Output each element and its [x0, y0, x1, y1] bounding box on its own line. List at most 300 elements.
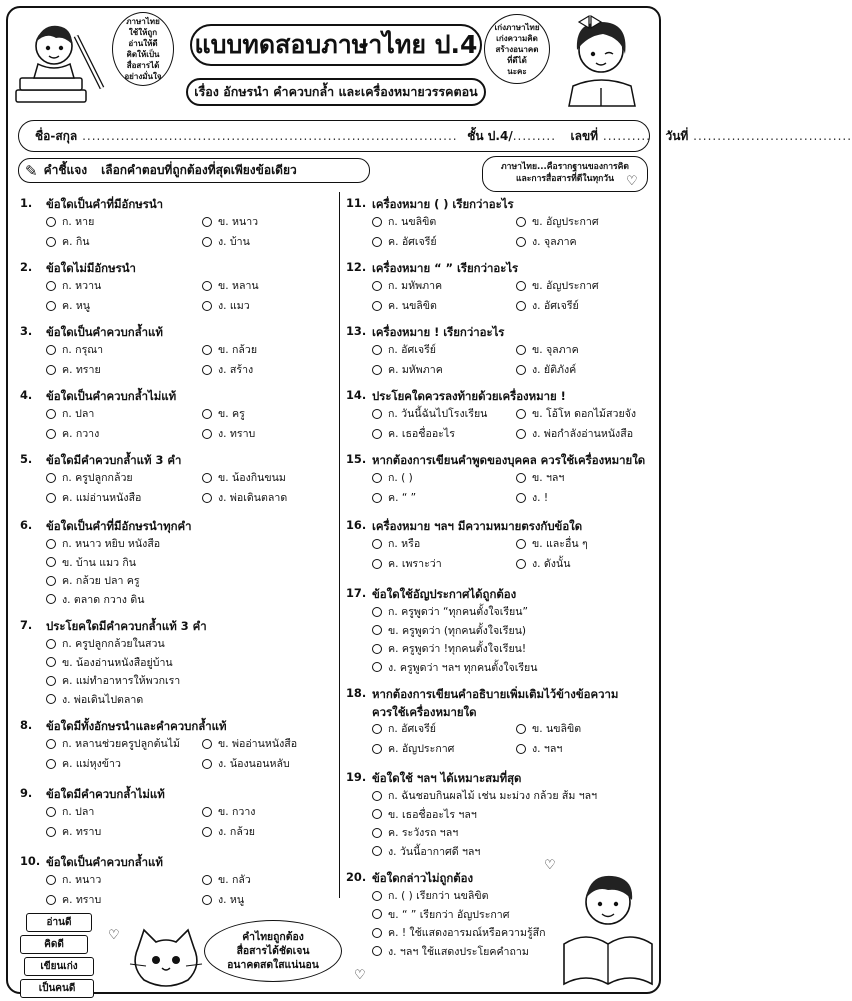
- option-label: ก. มหัพภาค: [388, 280, 443, 292]
- option-label: ข. น้องอ่านหนังสือยู่บ้าน: [62, 656, 173, 669]
- radio-circle-icon[interactable]: [46, 694, 56, 704]
- question-number: 1.: [20, 196, 33, 210]
- radio-circle-icon[interactable]: [46, 217, 56, 227]
- radio-circle-icon[interactable]: [372, 625, 382, 635]
- answer-option[interactable]: [372, 277, 442, 294]
- answer-option[interactable]: [202, 213, 258, 230]
- option-label: ข. กวาง: [218, 806, 256, 818]
- question-block: [20, 718, 338, 770]
- name-field[interactable]: ..............................................................................: [77, 129, 468, 143]
- radio-circle-icon[interactable]: [516, 217, 526, 227]
- answer-option[interactable]: [46, 891, 101, 908]
- question-block: [346, 324, 664, 376]
- answer-option[interactable]: [516, 297, 579, 314]
- question-text: หากต้องการเขียนคำพูดของบุคคล ควรใช้เครื่องหมายใด: [372, 453, 646, 467]
- number-label: เลขที่: [570, 128, 599, 143]
- answer-option[interactable]: [516, 213, 599, 230]
- option-label: ก. นขลิขิต: [388, 216, 437, 228]
- radio-circle-icon[interactable]: [372, 846, 382, 856]
- answer-option[interactable]: [202, 297, 250, 314]
- answer-option[interactable]: [46, 554, 136, 571]
- option-label: ง. พ่อเดินตลาด: [218, 492, 288, 504]
- option-label: ก. หาย: [62, 216, 95, 228]
- answer-option[interactable]: [202, 341, 257, 358]
- radio-circle-icon[interactable]: [46, 365, 56, 375]
- answer-option[interactable]: [46, 213, 94, 230]
- radio-circle-icon[interactable]: [202, 493, 212, 503]
- instructions-label: คำชี้แจง: [43, 163, 88, 177]
- radio-circle-icon[interactable]: [372, 301, 382, 311]
- radio-circle-icon[interactable]: [372, 809, 382, 819]
- answer-option[interactable]: [202, 361, 253, 378]
- answer-option[interactable]: [372, 824, 458, 841]
- radio-circle-icon[interactable]: [372, 217, 382, 227]
- option-label: ก. ปลา: [62, 408, 95, 420]
- answer-option[interactable]: [46, 591, 144, 608]
- question-stem: [20, 618, 338, 636]
- answer-option[interactable]: [46, 341, 103, 358]
- option-label: ก. หลานช่วยครูปลูกต้นไม้: [62, 738, 181, 750]
- radio-circle-icon[interactable]: [372, 644, 382, 654]
- answer-option[interactable]: [372, 341, 436, 358]
- answer-option[interactable]: [372, 555, 442, 572]
- radio-circle-icon[interactable]: [516, 345, 526, 355]
- radio-circle-icon[interactable]: [516, 539, 526, 549]
- book-label: อ่านดี: [26, 913, 92, 932]
- question-stem: [346, 324, 664, 342]
- option-label: ค. แม่หุงข้าว: [62, 758, 121, 770]
- radio-circle-icon[interactable]: [372, 281, 382, 291]
- option-label: ข. กล้วย: [218, 344, 258, 356]
- option-label: ค. ทราบ: [62, 826, 102, 838]
- radio-circle-icon[interactable]: [372, 724, 382, 734]
- option-label: ค. “ ”: [388, 492, 417, 504]
- question-stem: [20, 260, 338, 278]
- radio-circle-icon[interactable]: [46, 875, 56, 885]
- option-label: ง. ฯลฯ: [532, 743, 563, 755]
- cat-illustration: [126, 926, 206, 992]
- answer-option[interactable]: [46, 691, 143, 708]
- option-label: ค. เธอชื่ออะไร: [388, 428, 455, 440]
- radio-circle-icon[interactable]: [516, 409, 526, 419]
- answer-option[interactable]: [516, 535, 588, 552]
- option-label: ก. ครูพูดว่า “ทุกคนตั้งใจเรียน”: [388, 606, 528, 618]
- answer-option[interactable]: [46, 871, 101, 888]
- answer-option[interactable]: [46, 635, 165, 652]
- instructions-box: [18, 158, 370, 183]
- answer-option[interactable]: [516, 425, 633, 442]
- radio-circle-icon[interactable]: [46, 237, 56, 247]
- answer-option[interactable]: [46, 233, 89, 250]
- option-label: ก. กรุณา: [62, 344, 104, 356]
- answer-option[interactable]: [202, 735, 297, 752]
- radio-circle-icon[interactable]: [372, 409, 382, 419]
- radio-circle-icon[interactable]: [46, 473, 56, 483]
- answer-option[interactable]: [46, 277, 101, 294]
- question-stem: [20, 452, 338, 470]
- radio-circle-icon[interactable]: [46, 594, 56, 604]
- option-label: ก. ฉันชอบกินผลไม้ เช่น มะม่วง กล้วย ส้ม ฯลฯ: [388, 790, 598, 802]
- question-text: ประโยคใดมีคำควบกล้ำแท้ 3 คำ: [46, 619, 207, 633]
- radio-circle-icon[interactable]: [372, 473, 382, 483]
- radio-circle-icon[interactable]: [46, 676, 56, 686]
- answer-option[interactable]: [46, 572, 140, 589]
- question-text: เครื่องหมาย “ ” เรียกว่าอะไร: [372, 261, 519, 275]
- question-text: ข้อใดมีคำควบกล้ำแท้ 3 คำ: [46, 453, 182, 467]
- option-label: ง. ดังนั้น: [532, 558, 571, 570]
- answer-option[interactable]: [372, 806, 477, 823]
- cat-speech-bubble: คำไทยถูกต้อง สื่อสารได้ชัดเจน อนาคตสดใสแน่นอน: [204, 920, 342, 982]
- answer-option[interactable]: [516, 469, 564, 486]
- radio-circle-icon[interactable]: [202, 237, 212, 247]
- radio-circle-icon[interactable]: [202, 875, 212, 885]
- radio-circle-icon[interactable]: [372, 662, 382, 672]
- answer-option[interactable]: [372, 924, 546, 941]
- question-text: ข้อใดใช้ ฯลฯ ได้เหมาะสมที่สุด: [372, 771, 522, 785]
- question-stem: [20, 718, 338, 736]
- option-label: ก. อัศเจรีย์: [388, 723, 436, 735]
- answer-option[interactable]: [372, 405, 487, 422]
- answer-option[interactable]: [516, 233, 577, 250]
- radio-circle-icon[interactable]: [202, 345, 212, 355]
- option-label: ก. วันนี้ฉันไปโรงเรียน: [388, 408, 488, 420]
- radio-circle-icon[interactable]: [516, 281, 526, 291]
- radio-circle-icon[interactable]: [372, 559, 382, 569]
- answer-option[interactable]: [202, 425, 255, 442]
- question-number: 10.: [20, 854, 41, 868]
- motto-box: ภาษาไทย...คือรากฐานของการคิด และการสื่อสารที่ดีในทุกวัน: [482, 156, 648, 192]
- radio-circle-icon[interactable]: [202, 301, 212, 311]
- answer-option[interactable]: [516, 405, 636, 422]
- radio-circle-icon[interactable]: [202, 895, 212, 905]
- option-label: ง. กล้วย: [218, 826, 255, 838]
- question-number: 9.: [20, 786, 33, 800]
- question-number: 12.: [346, 260, 367, 274]
- question-number: 20.: [346, 870, 367, 884]
- question-text: ประโยคใดควรลงท้ายด้วยเครื่องหมาย !: [372, 389, 566, 403]
- answer-option[interactable]: [372, 943, 529, 960]
- answer-option[interactable]: [516, 720, 581, 737]
- left-speech-bubble: ภาษาไทย ใช้ให้ถูก อ่านให้ดี คิดให้เป็น สื่อสารได้ อย่างมั่นใจ: [112, 12, 174, 86]
- radio-circle-icon[interactable]: [372, 237, 382, 247]
- radio-circle-icon[interactable]: [202, 281, 212, 291]
- answer-option[interactable]: [46, 425, 99, 442]
- option-label: ง. น้องนอนหลับ: [218, 758, 290, 770]
- answer-option[interactable]: [202, 891, 244, 908]
- answer-option[interactable]: [46, 755, 121, 772]
- radio-circle-icon[interactable]: [516, 237, 526, 247]
- answer-option[interactable]: [516, 277, 599, 294]
- option-label: ค. ครูพูดว่า !ทุกคนตั้งใจเรียน!: [388, 643, 527, 655]
- radio-circle-icon[interactable]: [46, 827, 56, 837]
- answer-option[interactable]: [372, 843, 480, 860]
- answer-option[interactable]: [202, 233, 250, 250]
- option-label: ข. และอื่น ๆ: [532, 538, 588, 550]
- question-number: 19.: [346, 770, 367, 784]
- radio-circle-icon[interactable]: [46, 739, 56, 749]
- radio-circle-icon[interactable]: [516, 744, 526, 754]
- heart-icon: ♡: [108, 928, 120, 943]
- option-label: ค. อัญประกาศ: [388, 743, 455, 755]
- radio-circle-icon[interactable]: [46, 895, 56, 905]
- answer-option[interactable]: [372, 787, 597, 804]
- question-text: หากต้องการเขียนคำอธิบายเพิ่มเติมไว้ข้างข้อความ: [372, 687, 619, 701]
- radio-circle-icon[interactable]: [372, 928, 382, 938]
- option-label: ค. เพราะว่า: [388, 558, 442, 570]
- question-stem: [346, 518, 664, 536]
- option-label: ข. น้องกินขนม: [218, 472, 286, 484]
- radio-circle-icon[interactable]: [516, 493, 526, 503]
- option-label: ง. สร้าง: [218, 364, 254, 376]
- question-number: 11.: [346, 196, 367, 210]
- question-block: [346, 196, 664, 248]
- answer-option[interactable]: [516, 740, 562, 757]
- radio-circle-icon[interactable]: [372, 365, 382, 375]
- question-number: 8.: [20, 718, 33, 732]
- answer-option[interactable]: [516, 361, 576, 378]
- question-stem: [20, 196, 338, 214]
- question-block: [346, 770, 664, 858]
- option-label: ค. แม่ทำอาหารให้พวกเรา: [62, 675, 181, 687]
- option-label: ง. ยัติภังค์: [532, 364, 577, 376]
- radio-circle-icon[interactable]: [372, 828, 382, 838]
- answer-option[interactable]: [46, 803, 94, 820]
- answer-option[interactable]: [46, 654, 173, 671]
- answer-option[interactable]: [46, 535, 160, 552]
- answer-option[interactable]: [516, 341, 579, 358]
- option-label: ก. ( ): [388, 472, 413, 484]
- question-number: 2.: [20, 260, 33, 274]
- option-label: ข. อัญประกาศ: [532, 216, 599, 228]
- radio-circle-icon[interactable]: [202, 429, 212, 439]
- question-text: ข้อใดไม่มีอักษรนำ: [46, 261, 136, 275]
- question-stem: [346, 388, 664, 406]
- question-number: 5.: [20, 452, 33, 466]
- answer-option[interactable]: [46, 672, 180, 689]
- option-label: ก. หรือ: [388, 538, 421, 550]
- answer-option[interactable]: [202, 803, 255, 820]
- answer-option[interactable]: [372, 622, 526, 639]
- class-field[interactable]: .........: [512, 129, 571, 143]
- boy-with-pencil-illustration: [12, 16, 132, 116]
- answer-option[interactable]: [372, 906, 509, 923]
- radio-circle-icon[interactable]: [516, 365, 526, 375]
- option-label: ข. พ่ออ่านหนังสือ: [218, 738, 298, 750]
- answer-option[interactable]: [46, 297, 90, 314]
- heart-icon: ♡: [354, 968, 366, 983]
- answer-option[interactable]: [202, 823, 255, 840]
- question-text: เครื่องหมาย ฯลฯ มีความหมายตรงกับข้อใด: [372, 519, 583, 533]
- pencil-icon: ✎: [25, 161, 38, 180]
- radio-circle-icon[interactable]: [46, 576, 56, 586]
- option-label: ง. พ่อกำลังอ่านหนังสือ: [532, 428, 634, 440]
- option-label: ง. จุลภาค: [532, 236, 577, 248]
- option-label: ค. ระวังรถ ฯลฯ: [388, 827, 459, 839]
- answer-option[interactable]: [372, 425, 455, 442]
- radio-circle-icon[interactable]: [202, 827, 212, 837]
- answer-option[interactable]: [46, 469, 133, 486]
- answer-option[interactable]: [372, 603, 528, 620]
- answer-option[interactable]: [202, 277, 259, 294]
- answer-option[interactable]: [46, 823, 101, 840]
- question-block: [20, 260, 338, 312]
- radio-circle-icon[interactable]: [46, 759, 56, 769]
- radio-circle-icon[interactable]: [372, 909, 382, 919]
- question-block: [20, 388, 338, 440]
- answer-option[interactable]: [372, 640, 526, 657]
- worksheet-page: [6, 6, 852, 994]
- radio-circle-icon[interactable]: [46, 345, 56, 355]
- question-stem: [346, 260, 664, 278]
- answer-option[interactable]: [372, 535, 420, 552]
- option-label: ค. ! ใช้แสดงอารมณ์หรือความรู้สึก: [388, 927, 546, 939]
- radio-circle-icon[interactable]: [202, 365, 212, 375]
- name-label: ชื่อ-สกุล: [35, 128, 78, 143]
- question-stem: [346, 452, 664, 470]
- radio-circle-icon[interactable]: [46, 429, 56, 439]
- answer-option[interactable]: [372, 489, 416, 506]
- question-block: [20, 324, 338, 376]
- option-label: ข. โอ้โห ดอกไม้สวยจัง: [532, 408, 637, 420]
- question-number: 7.: [20, 618, 33, 632]
- radio-circle-icon[interactable]: [202, 759, 212, 769]
- question-number: 14.: [346, 388, 367, 402]
- question-block: [20, 196, 338, 248]
- question-number: 16.: [346, 518, 367, 532]
- book-stack: [20, 913, 102, 1001]
- radio-circle-icon[interactable]: [372, 607, 382, 617]
- radio-circle-icon[interactable]: [46, 409, 56, 419]
- question-block: [346, 452, 664, 504]
- option-label: ง. ทราบ: [218, 428, 256, 440]
- radio-circle-icon[interactable]: [202, 807, 212, 817]
- radio-circle-icon[interactable]: [516, 429, 526, 439]
- question-block: [346, 518, 664, 570]
- answer-option[interactable]: [202, 755, 290, 772]
- worksheet-title: แบบทดสอบภาษาไทย ป.4: [190, 24, 482, 66]
- radio-circle-icon[interactable]: [372, 429, 382, 439]
- answer-option[interactable]: [372, 740, 454, 757]
- answer-option[interactable]: [372, 213, 436, 230]
- question-block: [20, 518, 338, 606]
- radio-circle-icon[interactable]: [46, 493, 56, 503]
- radio-circle-icon[interactable]: [372, 891, 382, 901]
- right-speech-bubble: เก่งภาษาไทย เก่งความคิด สร้างอนาคต ที่ดีได้ นะคะ: [484, 14, 550, 84]
- option-label: ค. แม่อ่านหนังสือ: [62, 492, 142, 504]
- radio-circle-icon[interactable]: [46, 807, 56, 817]
- option-label: ง. วันนี้อากาศดี ฯลฯ: [388, 845, 481, 858]
- number-field[interactable]: ..........: [598, 129, 666, 143]
- date-field[interactable]: .................................: [688, 129, 852, 143]
- option-label: ก. หนาว: [62, 874, 102, 886]
- radio-circle-icon[interactable]: [372, 539, 382, 549]
- question-block: [20, 786, 338, 838]
- radio-circle-icon[interactable]: [372, 744, 382, 754]
- radio-circle-icon[interactable]: [516, 301, 526, 311]
- radio-circle-icon[interactable]: [46, 639, 56, 649]
- radio-circle-icon[interactable]: [202, 409, 212, 419]
- answer-option[interactable]: [46, 361, 101, 378]
- question-text: ข้อใดใช้อัญประกาศได้ถูกต้อง: [372, 587, 517, 601]
- radio-circle-icon[interactable]: [202, 473, 212, 483]
- option-label: ข. จุลภาค: [532, 344, 579, 356]
- question-block: [346, 388, 664, 440]
- option-label: ง. ตลาด กวาง ดิน: [62, 593, 145, 606]
- question-text: เครื่องหมาย ( ) เรียกว่าอะไร: [372, 197, 514, 211]
- column-divider: [339, 192, 340, 898]
- radio-circle-icon[interactable]: [372, 946, 382, 956]
- answer-option[interactable]: [372, 469, 413, 486]
- question-stem: [20, 854, 338, 872]
- answer-option[interactable]: [372, 887, 488, 904]
- heart-icon: ♡: [544, 858, 556, 873]
- heart-icon: ♡: [626, 174, 638, 189]
- radio-circle-icon[interactable]: [516, 473, 526, 483]
- radio-circle-icon[interactable]: [372, 791, 382, 801]
- option-label: ค. กิน: [62, 236, 90, 248]
- answer-option[interactable]: [46, 489, 141, 506]
- option-label: ค. กล้วย ปลา ครู: [62, 575, 140, 587]
- option-label: ข. ครูพูดว่า (ทุกคนตั้งใจเรียน): [388, 624, 527, 637]
- answer-option[interactable]: [202, 871, 251, 888]
- book-label: เป็นคนดี: [20, 979, 94, 998]
- answer-option[interactable]: [516, 489, 548, 506]
- radio-circle-icon[interactable]: [202, 217, 212, 227]
- answer-option[interactable]: [202, 489, 287, 506]
- answer-option[interactable]: [372, 297, 437, 314]
- radio-circle-icon[interactable]: [202, 739, 212, 749]
- boy-reading-illustration: [556, 866, 658, 992]
- question-text: ข้อใดกล่าวไม่ถูกต้อง: [372, 871, 474, 885]
- question-number: 6.: [20, 518, 33, 532]
- radio-circle-icon[interactable]: [516, 724, 526, 734]
- option-label: ก. หนาว หยิบ หนังสือ: [62, 538, 161, 550]
- class-label: ชั้น ป.4/: [467, 128, 513, 143]
- radio-circle-icon[interactable]: [516, 559, 526, 569]
- answer-option[interactable]: [46, 735, 180, 752]
- question-number: 4.: [20, 388, 33, 402]
- question-text: ข้อใดมีคำควบกล้ำไม่แท้: [46, 787, 165, 801]
- option-label: ง. !: [532, 492, 549, 504]
- answer-option[interactable]: [516, 555, 570, 572]
- option-label: ข. หนาว: [218, 216, 259, 228]
- answer-option[interactable]: [372, 720, 436, 737]
- radio-circle-icon[interactable]: [46, 281, 56, 291]
- option-label: ก. ครูปลูกกล้วยในสวน: [62, 638, 165, 650]
- answer-option[interactable]: [202, 405, 245, 422]
- option-label: ค. ทราบ: [62, 894, 102, 906]
- answer-option[interactable]: [372, 659, 538, 676]
- radio-circle-icon[interactable]: [372, 345, 382, 355]
- radio-circle-icon[interactable]: [46, 301, 56, 311]
- option-label: ข. ฯลฯ: [532, 472, 565, 484]
- answer-option[interactable]: [202, 469, 286, 486]
- question-number: 18.: [346, 686, 367, 700]
- answer-option[interactable]: [372, 233, 437, 250]
- radio-circle-icon[interactable]: [46, 557, 56, 567]
- student-info-bar: [18, 120, 852, 152]
- question-stem: [346, 686, 664, 704]
- radio-circle-icon[interactable]: [372, 493, 382, 503]
- option-label: ง. แมว: [218, 300, 250, 312]
- radio-circle-icon[interactable]: [46, 539, 56, 549]
- option-label: ค. หนู: [62, 300, 91, 312]
- radio-circle-icon[interactable]: [46, 657, 56, 667]
- option-label: ข. อัญประกาศ: [532, 280, 599, 292]
- answer-option[interactable]: [372, 361, 443, 378]
- answer-option[interactable]: [46, 405, 94, 422]
- option-label: ก. ( ) เรียกว่า นขลิขิต: [388, 890, 489, 902]
